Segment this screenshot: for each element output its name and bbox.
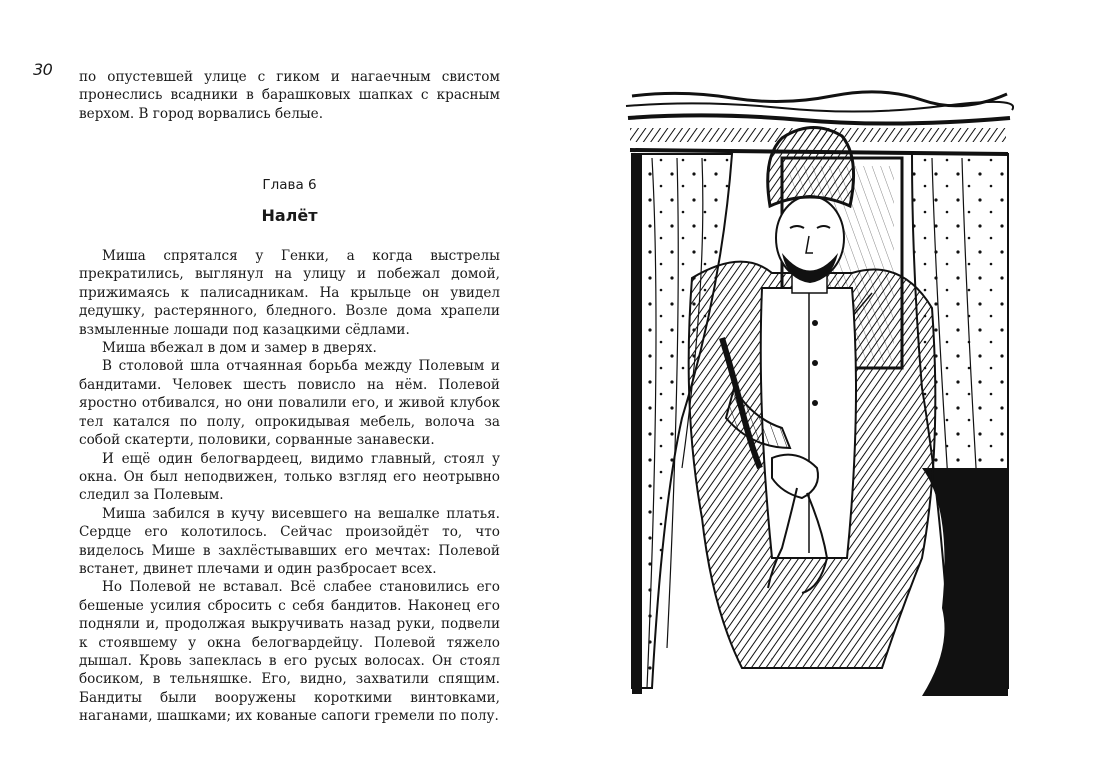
paragraph: Но Полевой не вставал. Всё слабее становились его бешеные усилия сбросить с себя бандитов. Наконец его подняли и, продолжая выкручивать назад руки, подвели к стоявшему у окна белогвардейцу. Полевой тяжело дышал. Кровь запеклась в его русых волосах. Он стоял босиком, в тельняшке. Его, видно, захватили спящим. Бандиты были вооружены короткими винтовками, наганами, шашками; их кованые сапоги гремели по полу. xyxy=(79,579,500,725)
illustration xyxy=(622,88,1014,696)
chapter-title: Налёт xyxy=(261,205,318,225)
ink-drawing-officer xyxy=(622,88,1014,696)
page-number: 30 xyxy=(33,60,53,79)
intro-paragraph: по опустевшей улице с гиком и нагаечным свистом пронеслись всадники в барашковых шапках с красным верхом. В город ворвались белые. xyxy=(79,69,500,122)
paragraph: И ещё один белогвардеец, видимо главный, стоял у окна. Он был неподвижен, только взгляд его неотрывно следил за Полевым. xyxy=(79,450,500,504)
paragraph: В столовой шла отчаянная борьба между Полевым и бандитами. Человек шесть повисло на нём. Полевой яростно отбивался, но они повалили его, и живой клубок тел катался по полу, опрокидывая мебель, волоча за собой скатерти, половики, сорванные занавески. xyxy=(79,358,500,449)
chapter-label: Глава 6 xyxy=(262,177,317,194)
paragraph: Миша спрятался у Генки, а когда выстрелы прекратились, выглянул на улицу и побежал домой, прижимаясь к палисадникам. На крыльце он увидел дедушку, растерянного, бледного. Возле дома храпели взмыленные лошади под казацкими сёдлами. xyxy=(79,248,500,338)
text-column xyxy=(79,68,500,726)
paragraph: Миша забился в кучу висевшего на вешалке платья. Сердце его колотилось. Сейчас произойдёт то, что виделось Мише в захлёстывавших его мечтах: Полевой встанет, двинет плечами и один разбросает всех. xyxy=(79,505,500,577)
paragraph: Миша вбежал в дом и замер в дверях. xyxy=(102,340,377,357)
